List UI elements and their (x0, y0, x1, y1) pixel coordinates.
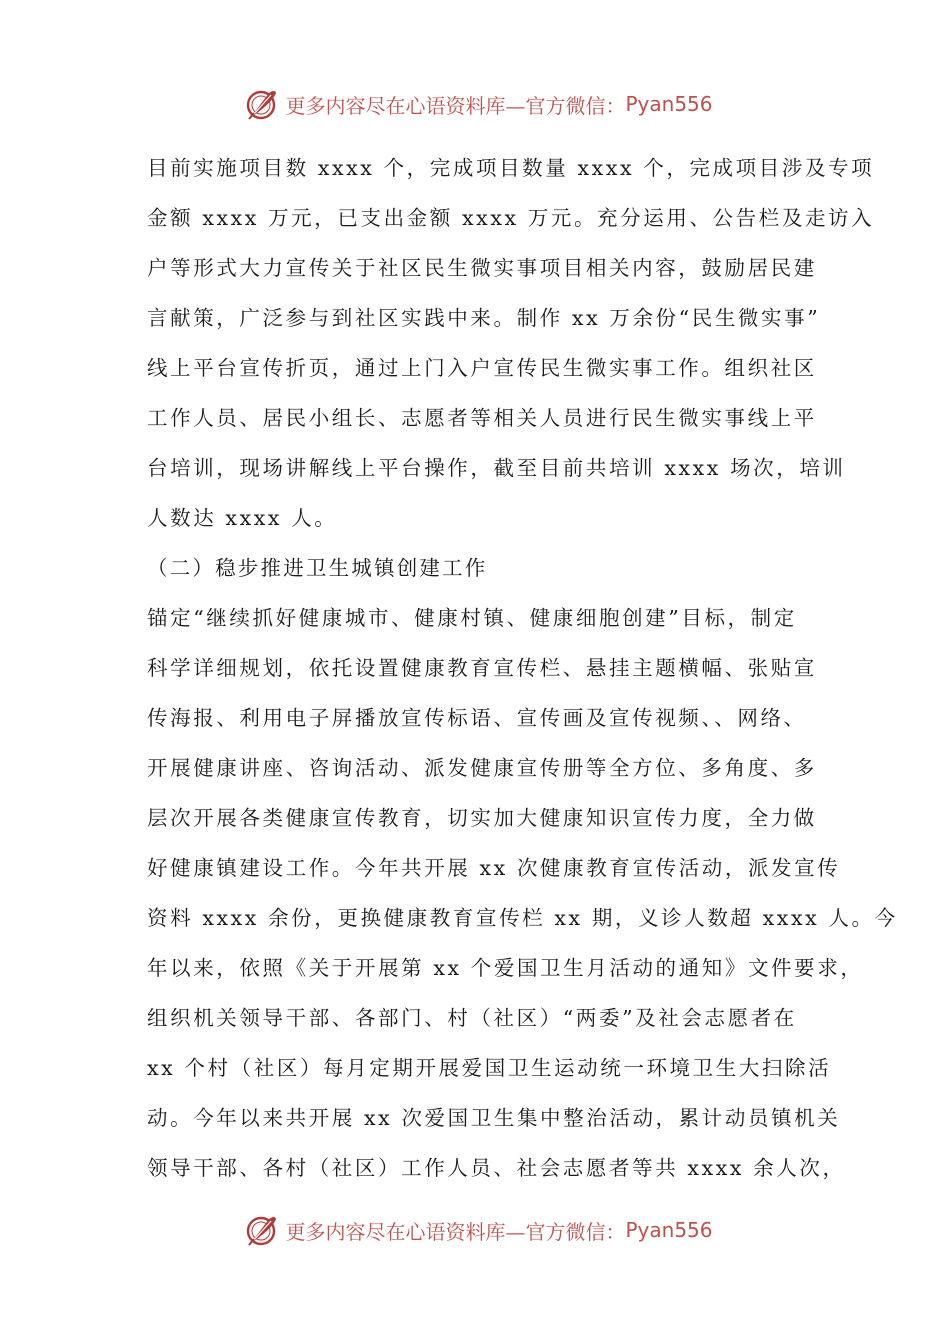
paragraph-line: 资料 xxxx 余份，更换健康教育宣传栏 xx 期，义诊人数超 xxxx 人。今 (147, 906, 898, 930)
paragraph-line: 人数达 xxxx 人。 (147, 506, 338, 530)
paragraph-line: 台培训，现场讲解线上平台操作，截至目前共培训 xxxx 场次，培训 (147, 456, 846, 480)
watermark-wechat-id: Pyan556 (625, 92, 713, 116)
paragraph-line: 锚定“继续抓好健康城市、健康村镇、健康细胞创建”目标，制定 (147, 606, 797, 630)
paragraph-line: 目前实施项目数 xxxx 个，完成项目数量 xxxx 个，完成项目涉及专项 (147, 156, 875, 180)
header-watermark-banner (0, 84, 950, 124)
paragraph-line: 线上平台宣传折页，通过上门入户宣传民生微实事工作。组织社区 (147, 356, 817, 380)
watermark-group (245, 1213, 712, 1247)
footer-watermark-banner (0, 1210, 950, 1250)
paragraph-line: 工作人员、居民小组长、志愿者等相关人员进行民生微实事线上平 (147, 406, 817, 430)
paragraph-line: 言献策，广泛参与到社区实践中来。制作 xx 万余份“民生微实事” (147, 306, 821, 330)
paragraph-line: 动。今年以来共开展 xx 次爱国卫生集中整治活动，累计动员镇机关 (147, 1106, 841, 1130)
quill-pen-logo-icon (245, 87, 279, 121)
watermark-text: 更多内容尽在心语资料库—官方微信： (285, 93, 626, 118)
paragraph-line: 传海报、利用电子屏播放宣传标语、宣传画及宣传视频、、网络、 (147, 706, 807, 730)
watermark-wechat-id: Pyan556 (625, 1218, 713, 1242)
paragraph-line: 领导干部、各村（社区）工作人员、社会志愿者等共 xxxx 余人次， (147, 1156, 846, 1180)
paragraph-line: 年以来，依照《关于开展第 xx 个爱国卫生月活动的通知》文件要求， (147, 956, 864, 980)
paragraph-line: 科学详细规划，依托设置健康教育宣传栏、悬挂主题横幅、张贴宣 (147, 656, 817, 680)
document-body (147, 148, 898, 1198)
paragraph-line: 组织机关领导干部、各部门、村（社区）“两委”及社会志愿者在 (147, 1006, 797, 1030)
paragraph-line: 开展健康讲座、咨询活动、派发健康宣传册等全方位、多角度、多 (147, 756, 817, 780)
paragraph-line: 层次开展各类健康宣传教育，切实加大健康知识宣传力度，全力做 (147, 806, 817, 830)
paragraph-line: 金额 xxxx 万元，已支出金额 xxxx 万元。充分运用、公告栏及走访入 (147, 206, 875, 230)
watermark-group (245, 87, 712, 121)
quill-pen-logo-icon (245, 1213, 279, 1247)
paragraph-line: xx 个村（社区）每月定期开展爱国卫生运动统一环境卫生大扫除活 (147, 1056, 832, 1080)
paragraph-line: 好健康镇建设工作。今年共开展 xx 次健康教育宣传活动，派发宣传 (147, 856, 841, 880)
paragraph-line: 户等形式大力宣传关于社区民生微实事项目相关内容，鼓励居民建 (147, 256, 817, 280)
section-heading: （二）稳步推进卫生城镇创建工作 (147, 556, 488, 580)
watermark-text: 更多内容尽在心语资料库—官方微信： (285, 1219, 626, 1244)
